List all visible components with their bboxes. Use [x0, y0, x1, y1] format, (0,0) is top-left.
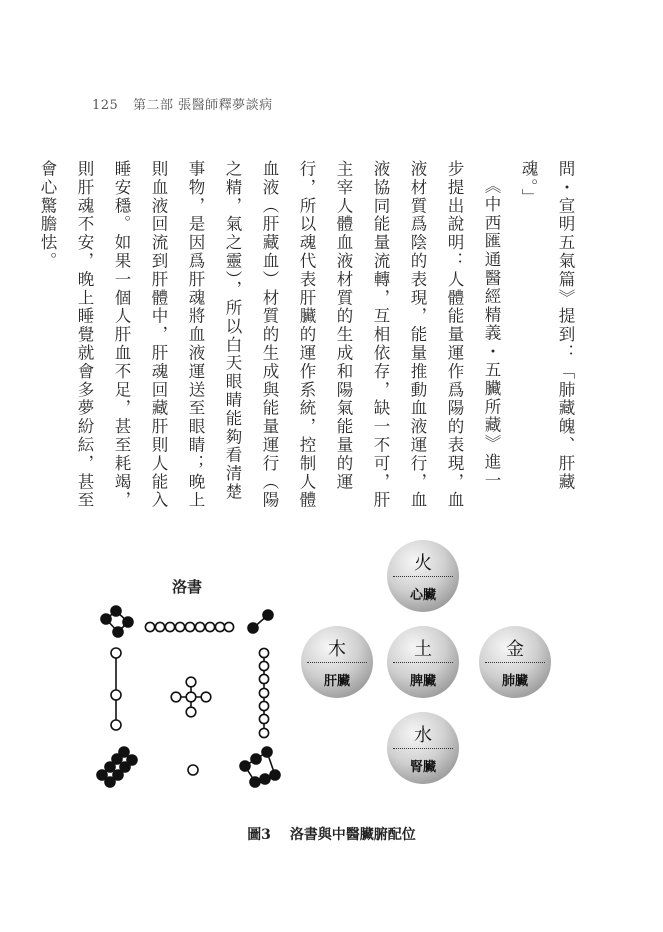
dotted-divider	[393, 748, 453, 749]
text-column: 主宰人體血液材質的生成和陽氣能量的運	[334, 160, 353, 492]
dotted-divider	[307, 662, 367, 663]
vertical-text-block	[38, 160, 580, 535]
element-metal-ball	[479, 626, 551, 698]
text-column: 則肝魂不安，晚上睡覺就會多夢紛紜，甚至	[75, 160, 94, 510]
element-label: 金	[506, 639, 524, 660]
element-label: 水	[414, 725, 432, 746]
organ-label: 心臟	[409, 588, 436, 603]
text-column: 《中西匯通醫經精義・五臟所藏》進一	[482, 177, 501, 490]
element-label: 火	[414, 553, 432, 574]
text-column: 魂。」	[519, 160, 538, 207]
organ-label: 腎臟	[409, 760, 436, 775]
text-column: 液材質爲陰的表現，能量推動血液運行，血	[408, 160, 427, 510]
text-column: 睡安穩。如果一個人肝血不足，甚至耗竭，	[112, 160, 131, 510]
luoshu-group-top-left	[101, 606, 133, 637]
element-earth-ball	[387, 626, 459, 698]
text-column: 血液（肝藏血）材質的生成與能量運行（陽	[260, 160, 279, 510]
dotted-divider	[393, 662, 453, 663]
luoshu-group-bottom-right	[240, 747, 280, 787]
element-label: 土	[414, 639, 432, 660]
element-fire-ball	[387, 540, 459, 612]
luoshu-group-bottom-one	[188, 765, 198, 775]
dotted-divider	[485, 662, 545, 663]
text-column: 液協同能量流轉，互相依存，缺一不可，肝	[371, 160, 390, 510]
figure-luoshu-organs	[90, 530, 570, 820]
element-water-ball	[387, 712, 459, 784]
text-column: 步提出說明：人體能量運作爲陽的表現，血	[445, 160, 464, 510]
organ-label: 脾臟	[409, 674, 436, 689]
dotted-divider	[393, 576, 453, 577]
text-column: 之精，氣之靈），所以白天眼睛能夠看清楚	[223, 160, 242, 502]
text-column: 會心驚膽怯。	[38, 160, 57, 271]
organ-label: 肝臟	[323, 674, 350, 689]
text-column: 問・宣明五氣篇》提到：「肺藏魄、肝藏	[556, 160, 575, 492]
luoshu-group-center-five	[171, 677, 211, 717]
luoshu-group-top-nine	[145, 622, 233, 631]
luoshu-group-left-three	[111, 648, 121, 730]
luoshu-group-top-right	[248, 610, 273, 633]
figure-number: 圖3	[247, 827, 271, 843]
text-column: 行，所以魂代表肝臟的運作系統，控制人體	[297, 160, 316, 510]
running-head	[92, 94, 273, 113]
element-label: 木	[328, 639, 346, 660]
luoshu-group-bottom-left	[97, 747, 137, 787]
element-wood-ball	[301, 626, 373, 698]
figure-caption	[0, 824, 663, 844]
luoshu-group-right-seven	[259, 648, 268, 737]
page-number: 125	[92, 98, 119, 113]
figure-caption-text: 洛書與中醫臟腑配位	[289, 827, 416, 843]
text-column: 事物，是因爲肝魂將血液運送至眼睛；晚上	[186, 160, 205, 510]
organ-label: 肺臟	[501, 674, 528, 689]
section-title: 第二部 張醫師釋夢談病	[132, 98, 273, 113]
text-column: 則血液回流到肝體中，肝魂回藏肝則人能入	[149, 160, 168, 510]
luoshu-title: 洛書	[172, 578, 203, 596]
